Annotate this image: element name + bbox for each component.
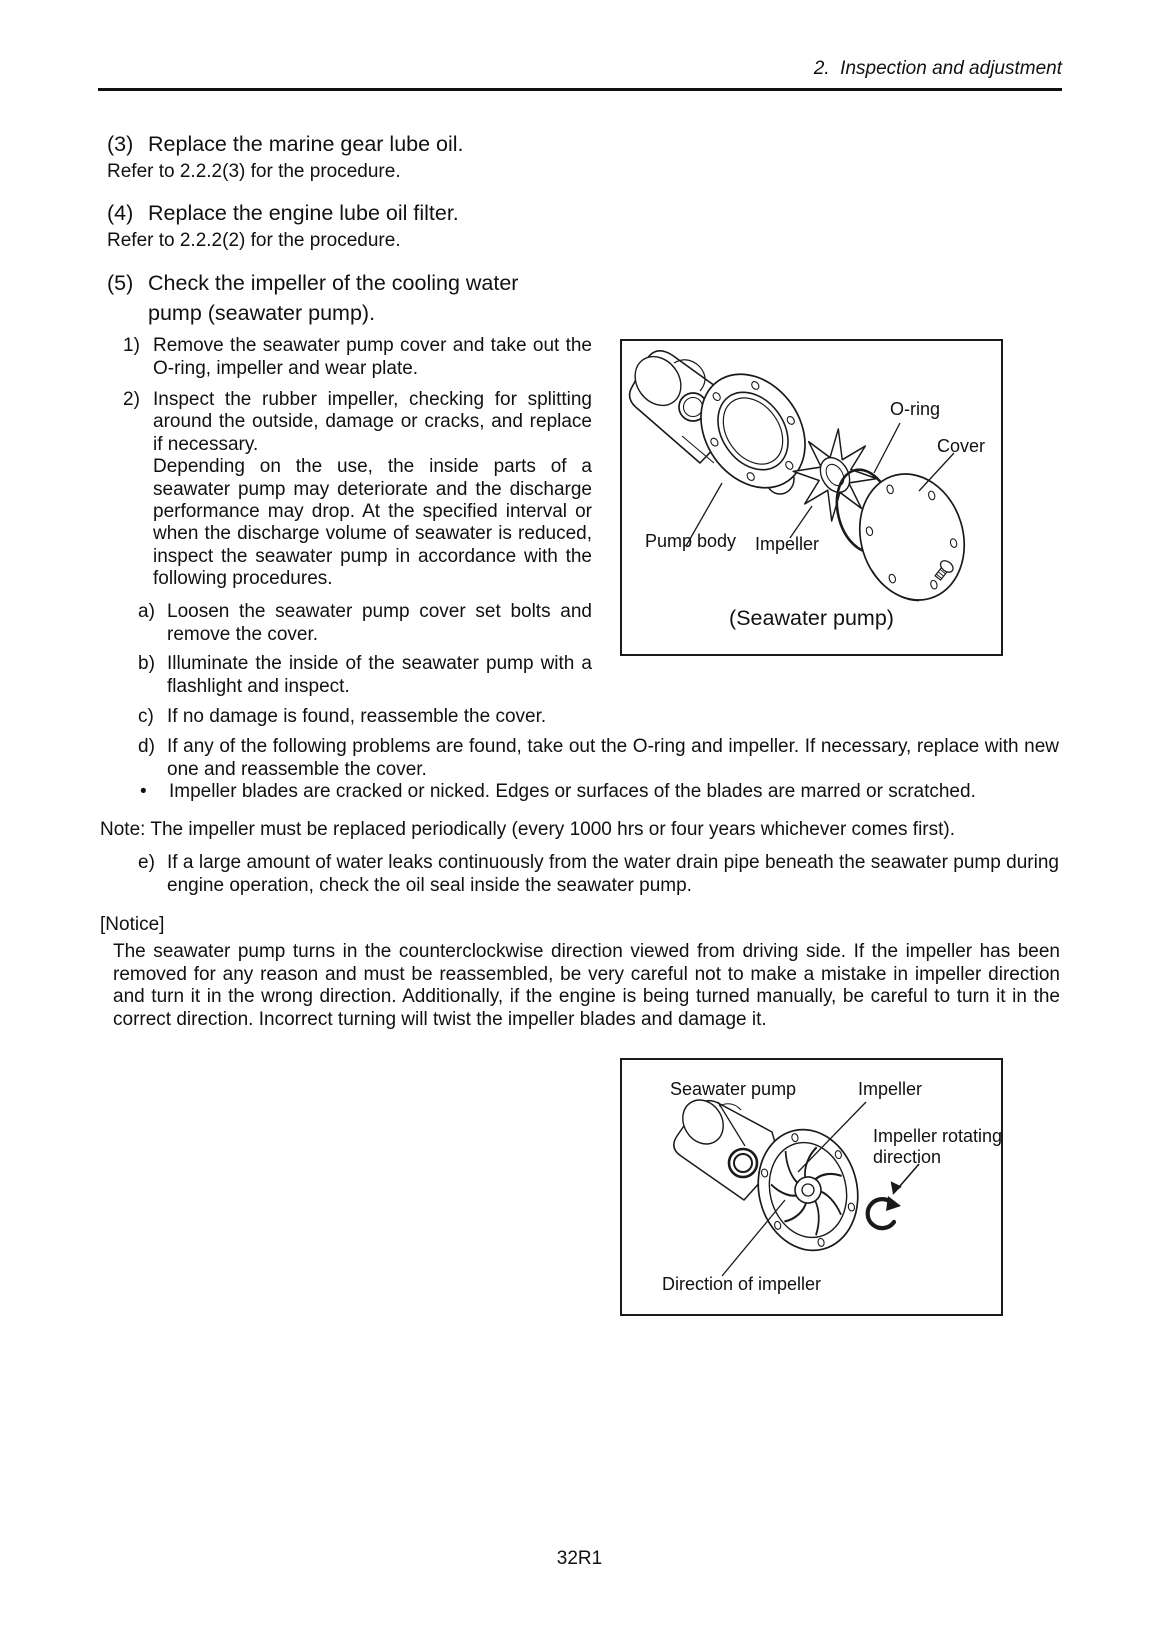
step-text: Remove the seawater pump cover and take out the O-ring, impeller and wear plate. [153,335,592,379]
substep-a [138,600,592,646]
impeller-label: Impeller [755,534,820,554]
o-ring-label: O-ring [890,399,941,419]
figure1-caption: (Seawater pump) [729,606,894,630]
notice-body: The seawater pump turns in the counterclockwise direction viewed from driving side. If the impeller has been removed for any reason and must be reassembled, be very careful not to make a mistake in impeller direction and turn it in the wrong direction. Additionally, if the engine is being turned manually, be careful to turn it in the correct direction. Incorrect turning will twist the impeller blades and damage it. [113,941,1060,1030]
bullet-glyph: • [140,781,147,802]
seawater-pump-label: Seawater pump [670,1079,797,1099]
substep-letter: e) [138,852,155,873]
step-text [153,389,592,591]
section-number: (3) [107,132,134,156]
substep-b [138,652,592,698]
substep-d [138,736,1059,781]
substep-e [138,852,1059,897]
section-3-ref: Refer to 2.2.2(3) for the procedure. [107,161,401,182]
step-paragraph: Depending on the use, the inside parts of a seawater pump may deteriorate and the discharge performance may drop. At the specified interval or when the discharge volume of seawater is reduced, inspect the seawater pump in accordance with the following procedures. [153,456,592,590]
cover-drawing [845,461,980,613]
step-1 [123,334,592,380]
substep-letter: c) [138,706,154,727]
cover-label: Cover [937,436,986,456]
step-number: 1) [123,335,140,356]
running-header: 2. Inspection and adjustment [813,58,1062,79]
step-2 [123,389,592,591]
section-title: Replace the marine gear lube oil. [148,132,464,156]
substep-text: Loosen the seawater pump cover set bolts and remove the cover. [167,601,592,645]
section-3-heading [107,129,627,159]
step-number: 2) [123,389,140,410]
substep-text: If any of the following problems are found, take out the O-ring and impeller. If necessary, replace with new one and reassemble the cover. [167,736,1059,780]
section-4-heading [107,198,627,228]
substep-letter: a) [138,601,155,622]
section-number: (4) [107,201,134,225]
direction-of-impeller-label: Direction of impeller [662,1274,822,1294]
section-title: Replace the engine lube oil filter. [148,201,459,225]
substep-text: Illuminate the inside of the seawater pump with a flashlight and inspect. [167,653,592,697]
notice-title: [Notice] [100,914,165,935]
section-title: Check the impeller of the cooling water pump (seawater pump). [148,271,519,325]
figure-impeller-direction [620,1058,1003,1316]
substep-text: If no damage is found, reassemble the cover. [167,706,547,727]
step-paragraph: Inspect the rubber impeller, checking for splitting around the outside, damage or cracks, and replace if necessary. [153,389,592,455]
section-4-ref: Refer to 2.2.2(2) for the procedure. [107,230,401,251]
bullet-text: Impeller blades are cracked or nicked. Edges or surfaces of the blades are marred or scratched. [169,781,976,802]
note-line: Note: The impeller must be replaced periodically (every 1000 hrs or four years whichever comes first). [100,819,955,840]
rotation-arrow-icon [868,1196,901,1228]
rotating-direction-label: Impeller rotating direction [873,1126,1003,1167]
impeller-label: Impeller [858,1079,923,1099]
bullet-item [140,781,1061,803]
figure-seawater-pump-exploded [620,339,1003,656]
header-rule [98,88,1062,91]
substep-letter: b) [138,653,155,674]
section-number: (5) [107,271,134,295]
substep-letter: d) [138,736,155,757]
section-5-heading [107,268,582,328]
page-number: 32R1 [556,1548,603,1569]
pump-body-label: Pump body [645,531,737,551]
substep-c [138,706,1059,728]
substep-text: If a large amount of water leaks continuously from the water drain pipe beneath the seawater pump during engine operation, check the oil seal inside the seawater pump. [167,852,1059,896]
